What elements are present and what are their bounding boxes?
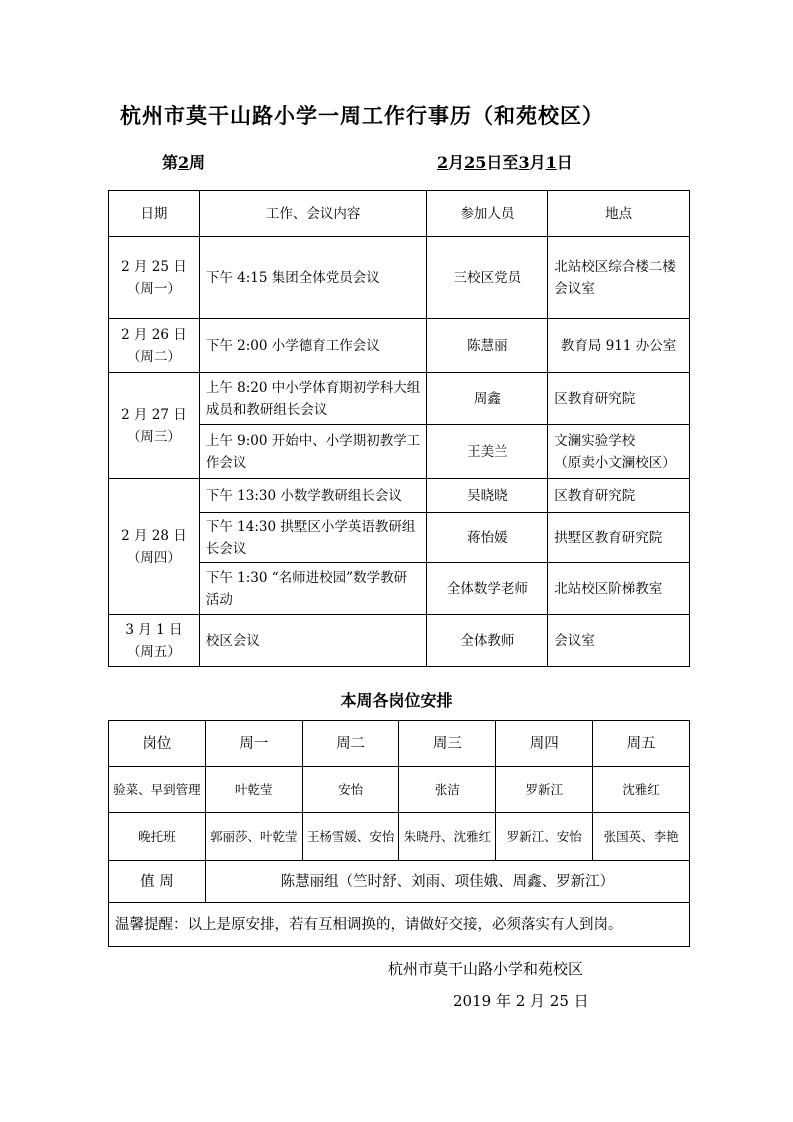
weekly-duty-label: 值 周 (109, 861, 206, 903)
date: 2 月 25 日 (121, 258, 187, 275)
date-cell (109, 373, 200, 479)
table-row (109, 861, 690, 903)
location-note: （原卖小文澜校区） (554, 454, 676, 471)
week-number (162, 150, 205, 173)
date-cell (109, 479, 200, 615)
location-cell: 区教育研究院 (548, 373, 690, 425)
date-cell (109, 615, 200, 667)
header-post: 岗位 (109, 721, 206, 767)
content-cell: 校区会议 (199, 615, 427, 667)
reminder-text: 温馨提醒：以上是原安排，若有互相调换的，请做好交接，必须落实有人到岗。 (109, 903, 690, 947)
header-content: 工作、会议内容 (199, 191, 427, 237)
people-cell: 全体教师 (427, 615, 548, 667)
duty-cell: 沈雅红 (593, 767, 690, 813)
people-cell: 周鑫 (427, 373, 548, 425)
date-cell (109, 237, 200, 319)
weekday: （周一） (126, 280, 181, 297)
schedule-header-row (109, 191, 690, 237)
location-cell (548, 425, 690, 479)
header-date: 日期 (109, 191, 200, 237)
footer-date: 2019 年 2 月 25 日 (453, 992, 589, 1010)
people-cell: 陈慧丽 (427, 319, 548, 373)
table-row (109, 479, 690, 513)
duty-cell: 张国英、李艳 (593, 813, 690, 861)
date: 2 月 28 日 (121, 527, 187, 544)
table-row (109, 373, 690, 425)
month-label: 月 (448, 153, 465, 172)
table-row (109, 615, 690, 667)
duty-cell: 王杨雪媛、安怡 (302, 813, 399, 861)
people-cell: 全体数学老师 (427, 563, 548, 615)
location-cell: 教育局 911 办公室 (548, 319, 690, 373)
location-cell: 拱墅区教育研究院 (548, 513, 690, 563)
date-cell (109, 319, 200, 373)
header-mon: 周一 (205, 721, 302, 767)
header-people: 参加人员 (427, 191, 548, 237)
content-cell: 下午 4:15 集团全体党员会议 (199, 237, 427, 319)
table-row (109, 813, 690, 861)
week-prefix: 第 (162, 153, 179, 172)
end-day: 1 (545, 153, 557, 172)
people-cell: 王美兰 (427, 425, 548, 479)
week-suffix: 周 (189, 153, 206, 172)
date: 3 月 1 日 (125, 621, 183, 638)
header-location: 地点 (548, 191, 690, 237)
end-month: 3 (518, 153, 530, 172)
table-row (109, 237, 690, 319)
people-cell: 蒋怡媛 (427, 513, 548, 563)
weekday: （周五） (126, 643, 181, 660)
post-cell: 晚托班 (109, 813, 206, 861)
people-cell: 三校区党员 (427, 237, 548, 319)
post-cell: 验菜、早到管理 (109, 767, 206, 813)
duty-cell: 安怡 (302, 767, 399, 813)
weekday: （周二） (126, 348, 181, 365)
location-name: 文澜实验学校 (554, 432, 636, 449)
content-cell: 下午 1:30 “名师进校园”数学教研活动 (199, 563, 427, 615)
header-wed: 周三 (399, 721, 496, 767)
date: 2 月 27 日 (121, 406, 187, 423)
people-cell: 吴晓晓 (427, 479, 548, 513)
content-cell: 上午 9:00 开始中、小学期初教学工作会议 (199, 425, 427, 479)
table-row (109, 903, 690, 947)
footer-school: 杭州市莫干山路小学和苑校区 (388, 960, 584, 978)
duty-cell: 罗新江 (496, 767, 593, 813)
duty-header-row (109, 721, 690, 767)
week-number-value: 2 (178, 153, 190, 172)
location-cell: 区教育研究院 (548, 479, 690, 513)
content-cell: 上午 8:20 中小学体育期初学科大组成员和教研组长会议 (199, 373, 427, 425)
table-row (109, 767, 690, 813)
duty-table (108, 720, 690, 947)
duty-cell: 张洁 (399, 767, 496, 813)
duty-cell: 朱晓丹、沈雅红 (399, 813, 496, 861)
location-cell: 北站校区阶梯教室 (548, 563, 690, 615)
location-cell: 北站校区综合楼二楼会议室 (548, 237, 690, 319)
location-cell: 会议室 (548, 615, 690, 667)
date: 2 月 26 日 (121, 326, 187, 343)
content-cell: 下午 13:30 小数学教研组长会议 (199, 479, 427, 513)
content-cell: 下午 14:30 拱墅区小学英语教研组长会议 (199, 513, 427, 563)
header-tue: 周二 (302, 721, 399, 767)
start-day: 25 (464, 153, 487, 172)
duty-section-title: 本周各岗位安排 (340, 691, 453, 710)
end-month-label: 月 (529, 153, 546, 172)
weekday: （周四） (126, 549, 181, 566)
start-month: 2 (437, 153, 449, 172)
weekday: （周三） (126, 428, 181, 445)
page-title: 杭州市莫干山路小学一周工作行事历（和苑校区） (120, 103, 604, 128)
header-fri: 周五 (593, 721, 690, 767)
table-row (109, 319, 690, 373)
weekly-duty-value: 陈慧丽组（竺时舒、刘雨、项佳娥、周鑫、罗新江） (205, 861, 689, 903)
content-cell: 下午 2:00 小学德育工作会议 (199, 319, 427, 373)
header-thu: 周四 (496, 721, 593, 767)
duty-cell: 罗新江、安怡 (496, 813, 593, 861)
week-date-range (437, 150, 573, 173)
duty-cell: 郭丽莎、叶乾莹 (205, 813, 302, 861)
to-label: 日至 (486, 153, 519, 172)
duty-cell: 叶乾莹 (205, 767, 302, 813)
schedule-table (108, 190, 690, 667)
end-day-label: 日 (556, 153, 573, 172)
